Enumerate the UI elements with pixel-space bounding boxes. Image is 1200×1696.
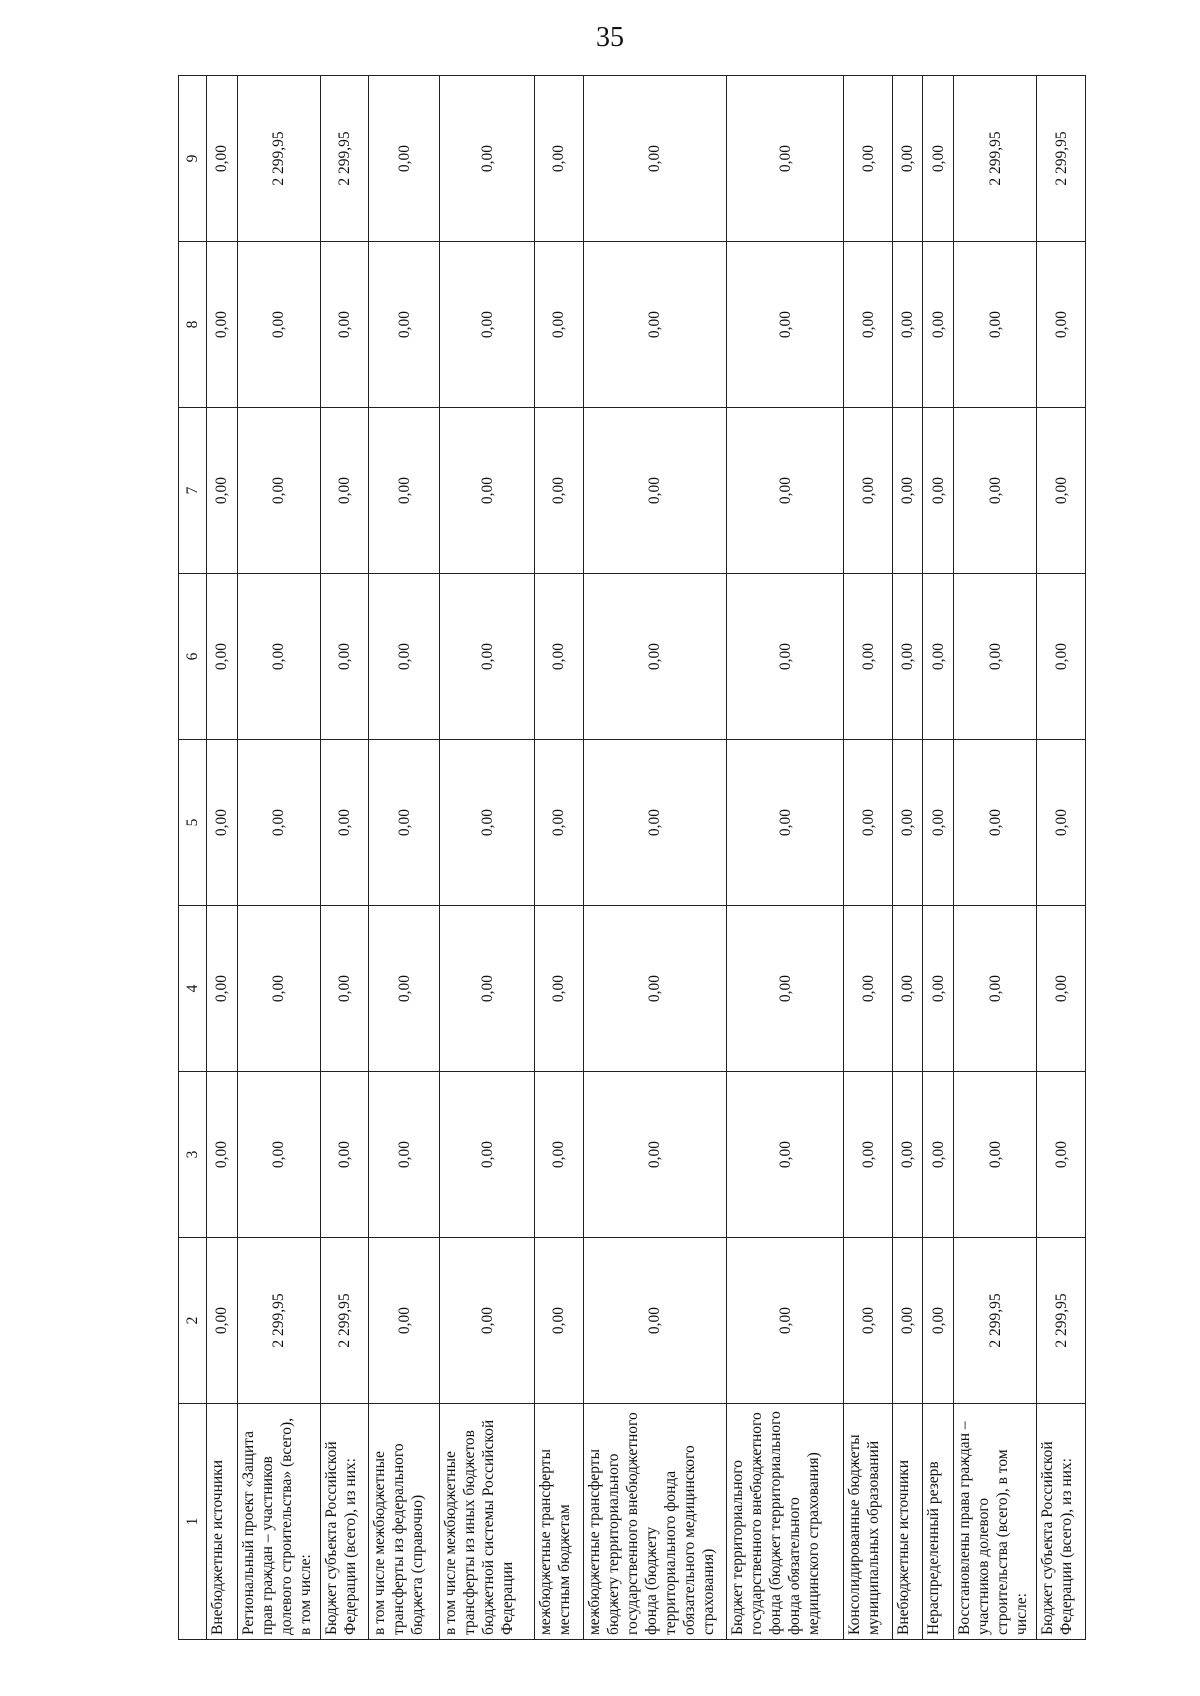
- table-row: [207, 76, 238, 1640]
- cell-value: 0,00: [369, 906, 440, 1072]
- column-header: 8: [179, 242, 207, 408]
- cell-value: 2 299,95: [320, 1238, 369, 1404]
- column-header: 3: [179, 1072, 207, 1238]
- cell-value: 0,00: [727, 740, 844, 906]
- cell-value: 0,00: [207, 408, 238, 574]
- table-row: [320, 76, 369, 1640]
- cell-value: 0,00: [440, 408, 535, 574]
- column-header: 4: [179, 906, 207, 1072]
- cell-value: 0,00: [207, 242, 238, 408]
- cell-value: 0,00: [923, 242, 954, 408]
- cell-value: 0,00: [207, 76, 238, 242]
- cell-value: 0,00: [583, 76, 727, 242]
- cell-value: 0,00: [1037, 1072, 1086, 1238]
- cell-value: 0,00: [954, 740, 1037, 906]
- cell-value: 0,00: [583, 906, 727, 1072]
- cell-value: 0,00: [440, 906, 535, 1072]
- cell-value: 0,00: [1037, 242, 1086, 408]
- column-header: 2: [179, 1238, 207, 1404]
- cell-value: 0,00: [320, 408, 369, 574]
- column-header: 6: [179, 574, 207, 740]
- cell-value: 0,00: [535, 408, 584, 574]
- cell-value: 0,00: [583, 740, 727, 906]
- row-label: Нераспределенный резерв: [923, 1404, 954, 1640]
- table-row: [369, 76, 440, 1640]
- cell-value: 0,00: [369, 574, 440, 740]
- cell-value: 0,00: [923, 1238, 954, 1404]
- cell-value: 0,00: [320, 906, 369, 1072]
- cell-value: 0,00: [727, 76, 844, 242]
- cell-value: 0,00: [207, 906, 238, 1072]
- cell-value: 0,00: [369, 408, 440, 574]
- cell-value: 0,00: [535, 906, 584, 1072]
- cell-value: 0,00: [583, 242, 727, 408]
- cell-value: 0,00: [892, 408, 923, 574]
- cell-value: 0,00: [440, 242, 535, 408]
- cell-value: 0,00: [844, 1238, 893, 1404]
- cell-value: 2 299,95: [320, 76, 369, 242]
- cell-value: 0,00: [207, 1238, 238, 1404]
- cell-value: 0,00: [844, 906, 893, 1072]
- cell-value: 0,00: [535, 574, 584, 740]
- cell-value: 2 299,95: [237, 76, 320, 242]
- cell-value: 0,00: [844, 408, 893, 574]
- cell-value: 0,00: [727, 574, 844, 740]
- cell-value: 0,00: [440, 740, 535, 906]
- cell-value: 0,00: [237, 906, 320, 1072]
- budget-table: [178, 75, 1086, 1640]
- column-header: 7: [179, 408, 207, 574]
- cell-value: 0,00: [1037, 408, 1086, 574]
- row-label: Консолидированные бюджеты муниципальных образований: [844, 1404, 893, 1640]
- row-label: в том числе межбюджетные трансферты из федерального бюджета (справочно): [369, 1404, 440, 1640]
- cell-value: 0,00: [844, 242, 893, 408]
- cell-value: 0,00: [923, 574, 954, 740]
- cell-value: 0,00: [440, 574, 535, 740]
- cell-value: 0,00: [207, 1072, 238, 1238]
- cell-value: 0,00: [923, 408, 954, 574]
- cell-value: 0,00: [237, 740, 320, 906]
- cell-value: 0,00: [237, 242, 320, 408]
- cell-value: 0,00: [923, 76, 954, 242]
- table-row: [1037, 76, 1086, 1640]
- cell-value: 0,00: [727, 242, 844, 408]
- cell-value: 2 299,95: [954, 1238, 1037, 1404]
- cell-value: 0,00: [727, 906, 844, 1072]
- cell-value: 0,00: [892, 76, 923, 242]
- cell-value: 0,00: [535, 76, 584, 242]
- cell-value: 0,00: [369, 740, 440, 906]
- cell-value: 0,00: [440, 76, 535, 242]
- cell-value: 0,00: [892, 1238, 923, 1404]
- cell-value: 0,00: [320, 574, 369, 740]
- cell-value: 0,00: [320, 740, 369, 906]
- cell-value: 0,00: [1037, 740, 1086, 906]
- cell-value: 0,00: [535, 242, 584, 408]
- cell-value: 0,00: [923, 740, 954, 906]
- cell-value: 0,00: [727, 408, 844, 574]
- column-header: 1: [179, 1404, 207, 1640]
- table-row: [440, 76, 535, 1640]
- row-label: в том числе межбюджетные трансферты из иных бюджетов бюджетной системы Российской Федерации: [440, 1404, 535, 1640]
- cell-value: 0,00: [727, 1238, 844, 1404]
- cell-value: 0,00: [892, 1072, 923, 1238]
- cell-value: 0,00: [535, 1072, 584, 1238]
- row-label: межбюджетные трансферты местным бюджетам: [535, 1404, 584, 1640]
- row-label: Восстановлены права граждан – участников долевого строительства (всего), в том числе:: [954, 1404, 1037, 1640]
- cell-value: 0,00: [583, 574, 727, 740]
- table-row: [583, 76, 727, 1640]
- column-header: 5: [179, 740, 207, 906]
- cell-value: 2 299,95: [237, 1238, 320, 1404]
- cell-value: 0,00: [440, 1072, 535, 1238]
- rotated-table-wrapper: [178, 75, 1086, 1640]
- cell-value: 0,00: [207, 740, 238, 906]
- cell-value: 0,00: [237, 1072, 320, 1238]
- cell-value: 2 299,95: [1037, 76, 1086, 242]
- cell-value: 0,00: [1037, 574, 1086, 740]
- cell-value: 0,00: [892, 740, 923, 906]
- cell-value: 0,00: [535, 740, 584, 906]
- table-row: [844, 76, 893, 1640]
- table-row: [892, 76, 923, 1640]
- cell-value: 0,00: [954, 1072, 1037, 1238]
- cell-value: 0,00: [923, 1072, 954, 1238]
- cell-value: 0,00: [844, 574, 893, 740]
- cell-value: 0,00: [727, 1072, 844, 1238]
- row-label: Региональный проект «Защита прав граждан – участников долевого строительства» (всего), в том числе:: [237, 1404, 320, 1640]
- table-row: [923, 76, 954, 1640]
- row-label: межбюджетные трансферты бюджету территориального государственного внебюджетного фонда (бюджету территориального фонда обязательного медицинского страхования): [583, 1404, 727, 1640]
- page-number: 35: [596, 22, 624, 53]
- row-label: Внебюджетные источники: [207, 1404, 238, 1640]
- cell-value: 0,00: [892, 242, 923, 408]
- cell-value: 0,00: [237, 574, 320, 740]
- cell-value: 0,00: [844, 1072, 893, 1238]
- cell-value: 0,00: [954, 408, 1037, 574]
- cell-value: 0,00: [237, 408, 320, 574]
- table-row: [727, 76, 844, 1640]
- column-header: 9: [179, 76, 207, 242]
- cell-value: 0,00: [320, 242, 369, 408]
- cell-value: 0,00: [369, 242, 440, 408]
- cell-value: 0,00: [583, 1238, 727, 1404]
- cell-value: 0,00: [369, 1072, 440, 1238]
- cell-value: 0,00: [1037, 906, 1086, 1072]
- cell-value: 0,00: [892, 574, 923, 740]
- cell-value: 2 299,95: [1037, 1238, 1086, 1404]
- table-row: [954, 76, 1037, 1640]
- cell-value: 0,00: [440, 1238, 535, 1404]
- table-header-row: [179, 76, 207, 1640]
- cell-value: 0,00: [583, 408, 727, 574]
- cell-value: 0,00: [207, 574, 238, 740]
- cell-value: 0,00: [320, 1072, 369, 1238]
- cell-value: 0,00: [844, 740, 893, 906]
- cell-value: 2 299,95: [954, 76, 1037, 242]
- cell-value: 0,00: [923, 906, 954, 1072]
- cell-value: 0,00: [535, 1238, 584, 1404]
- cell-value: 0,00: [954, 242, 1037, 408]
- row-label: Бюджет территориального государственного внебюджетного фонда (бюджет территориального фонда обязательного медицинского страхования): [727, 1404, 844, 1640]
- cell-value: 0,00: [369, 1238, 440, 1404]
- table-row: [237, 76, 320, 1640]
- table-row: [535, 76, 584, 1640]
- cell-value: 0,00: [583, 1072, 727, 1238]
- row-label: Бюджет субъекта Российской Федерации (всего), из них:: [1037, 1404, 1086, 1640]
- cell-value: 0,00: [954, 906, 1037, 1072]
- row-label: Внебюджетные источники: [892, 1404, 923, 1640]
- cell-value: 0,00: [892, 906, 923, 1072]
- cell-value: 0,00: [954, 574, 1037, 740]
- row-label: Бюджет субъекта Российской Федерации (всего), из них:: [320, 1404, 369, 1640]
- cell-value: 0,00: [369, 76, 440, 242]
- cell-value: 0,00: [844, 76, 893, 242]
